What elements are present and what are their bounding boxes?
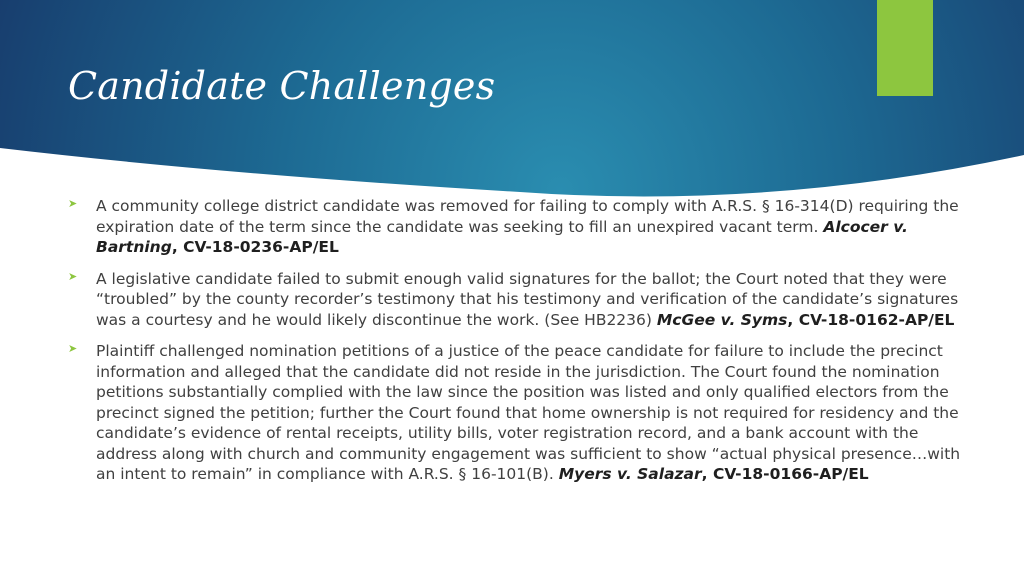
case-name: Alcocer v. Bartning [96,217,908,256]
case-number: , CV-18-0166-AP/EL [701,465,869,483]
bullet-item [68,269,978,331]
bullet-item [68,196,978,258]
bullet-text: A legislative candidate failed to submit enough valid signatures for the ballot; the Court noted that they were “troubled” by the county recorder’s testimony that his testimony and verification of the candidate’s signatures was a courtesy and he would likely discontinue the work. (See HB2236) [96,269,959,329]
accent-bar [877,0,933,96]
case-number: , CV-18-0162-AP/EL [787,310,955,329]
case-number: , CV-18-0236-AP/EL [171,238,339,256]
bullet-text: A community college district candidate was removed for failing to comply with A.R.S. § 16-314(D) requiring the expiration date of the term since the candidate was seeking to fill an unexpired vacant term. [96,197,959,236]
arrowhead-icon: ➤ [68,197,78,210]
arrowhead-icon: ➤ [68,342,78,355]
bullet-item [68,341,978,485]
slide-title: Candidate Challenges [68,64,496,108]
bullet-text: Plaintiff challenged nomination petitions of a justice of the peace candidate for failure to include the precinct information and alleged that the candidate did not reside in the jurisdiction. The Court found the nomination petitions substantially complied with the law since the position was listed and only qualified electors from the precinct signed the petition; further the Court found that home ownership is not required for residency and the candidate’s evidence of rental receipts, utility bills, voter registration record, and a bank account with the address along with church and community engagement was sufficient to show “actual physical presence…with an intent to remain” in compliance with A.R.S. § 16-101(B). [96,342,961,483]
case-name: Myers v. Salazar [558,465,702,483]
bullet-list [68,196,978,496]
case-name: McGee v. Syms [656,310,788,329]
arrowhead-icon: ➤ [68,269,78,283]
